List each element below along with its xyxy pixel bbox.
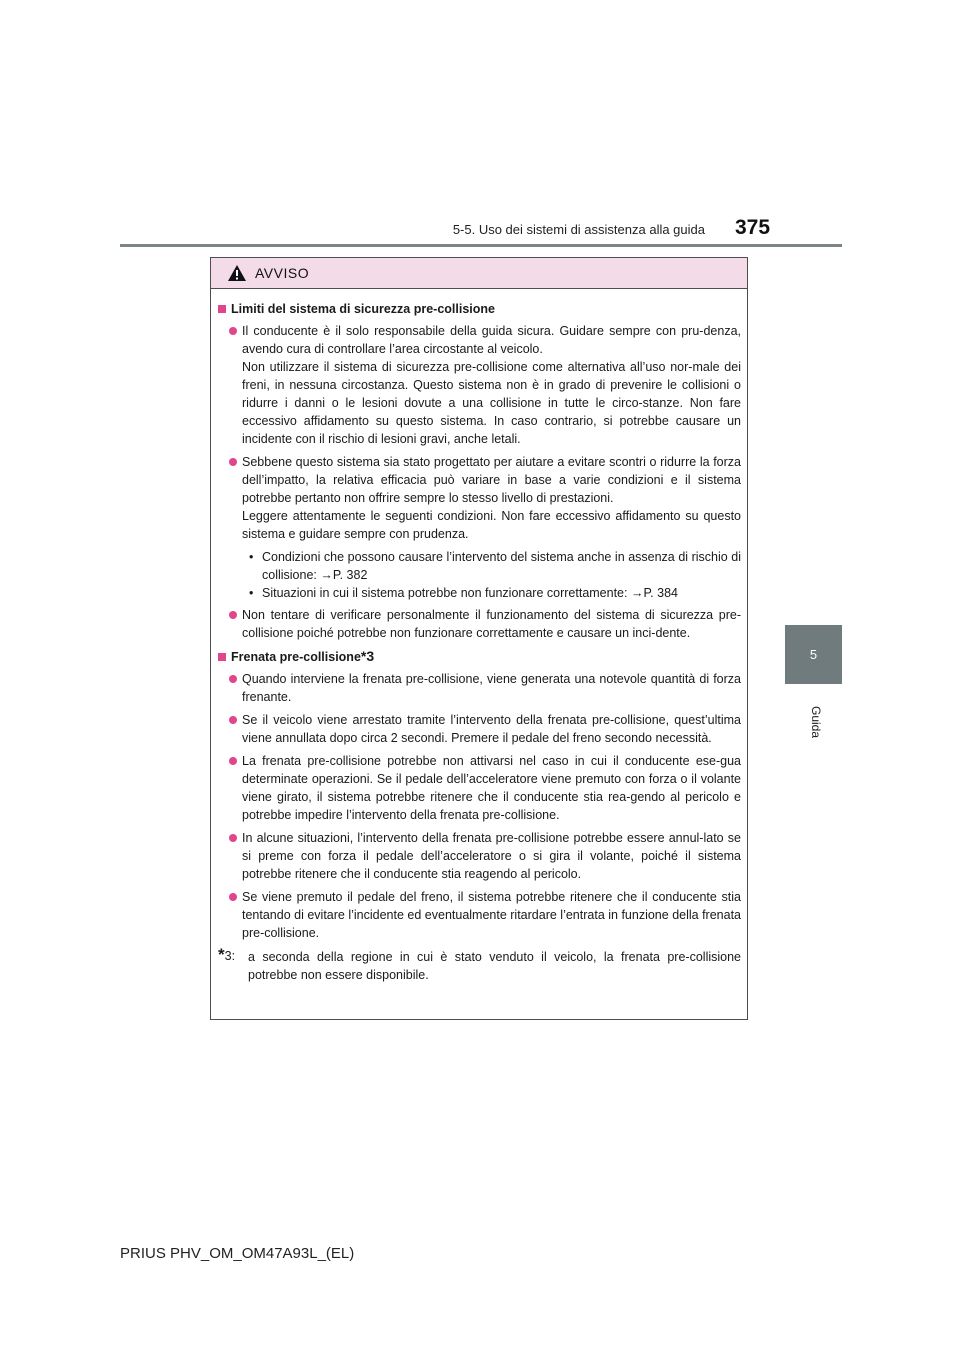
footnote-text: a seconda della regione in cui è stato venduto il veicolo, la frenata pre-collisione potrebbe non essere disponibile. [248,950,741,982]
sub-list-item [218,584,741,602]
list-item [218,670,741,706]
paragraph: Se viene premuto il pedale del freno, il sistema potrebbe ritenere che il conducente stia tentando di evitare l’incidente ed eventualmente ritardare l’entrata in funzione della frenata pre-collisione. [242,890,741,940]
cross-reference[interactable]: Condizioni che possono causare l’intervento del sistema anche in assenza di rischio di collisione: →P. 382 [262,550,741,582]
paragraph: Il conducente è il solo responsabile della guida sicura. Guidare sempre con pru-denza, avendo cura di controllare l’area circostante al veicolo. [242,324,741,356]
footnote-label [218,946,235,965]
paragraph: Non utilizzare il sistema di sicurezza pre-collisione come alternativa all’uso nor-male dei freni, in nessuna circostanza. Questo sistema non è in grado di prevenire le collisioni o ridurre i danni o le lesioni dovute a una collisione in tutte le circo-stanze. Non fare eccessivo affidamento su questo sistema. In caso contrario, si potrebbe causare un incidente con il rischio di lesioni gravi, anche letali. [242,360,741,446]
header-divider [120,244,842,247]
round-bullet-icon [229,458,237,466]
round-bullet-icon [229,327,237,335]
footnote-mark: *3 [360,648,375,664]
chapter-number: 5 [809,647,818,662]
warning-header [211,258,747,289]
round-bullet-icon [229,834,237,842]
round-bullet-icon [229,611,237,619]
list-item [218,453,741,543]
paragraph: Quando interviene la frenata pre-collisione, viene generata una notevole quantità di forza frenante. [242,672,741,704]
list-item [218,888,741,942]
paragraph: Se il veicolo viene arrestato tramite l’intervento della frenata pre-collisione, quest’ultima viene annullata dopo circa 2 secondi. Premere il pedale del freno secondo necessità. [242,713,741,745]
warning-triangle-icon [227,264,247,282]
chapter-label: Guida [809,705,823,739]
round-bullet-icon [229,716,237,724]
paragraph: In alcune situazioni, l’intervento della frenata pre-collisione potrebbe essere annul-lato se si preme con forza il pedale dell’acceleratore o si gira il volante, poiché il sistema potrebbe ritenere che il conducente stia reagendo al pericolo. [242,831,741,881]
chapter-tab[interactable] [785,625,842,684]
sub-bullet-mark: • [249,586,254,600]
square-bullet-icon [218,653,226,661]
footnote [218,945,741,984]
footnote-star: * [218,945,225,964]
list-item [218,322,741,448]
warning-box [210,257,748,1020]
paragraph: La frenata pre-collisione potrebbe non attivarsi nel caso in cui il conducente ese-gua determinate operazioni. Se il pedale dell’acceleratore viene premuto con forza o il volante viene girato, il sistema potrebbe ritenere che il conducente stia rea-gendo al pericolo e potrebbe impedire l’intervento della frenata pre-collisione. [242,754,741,822]
section-heading [218,300,741,318]
section-title: 5-5. Uso dei sistemi di assistenza alla guida [452,222,705,237]
warning-title: AVVISO [255,265,310,281]
cross-reference[interactable]: Situazioni in cui il sistema potrebbe non funzionare correttamente: →P. 384 [262,586,678,600]
section-heading-text: Frenata pre-collisione [231,650,361,664]
page-number: 375 [735,216,771,239]
list-item [218,752,741,824]
section-heading-text: Limiti del sistema di sicurezza pre-collisione [231,302,495,316]
paragraph: Non tentare di verificare personalmente il funzionamento del sistema di sicurezza pre-collisione poiché potrebbe non funzionare correttamente e causare un inci-dente. [242,608,741,640]
round-bullet-icon [229,675,237,683]
footnote-number: 3: [224,949,236,963]
round-bullet-icon [229,757,237,765]
paragraph: Leggere attentamente le seguenti condizioni. Non fare eccessivo affidamento su questo sistema e guidare sempre con prudenza. [242,509,741,541]
paragraph: Sebbene questo sistema sia stato progettato per aiutare a evitare scontri o ridurre la forza dell’impatto, la relativa efficacia può variare in base a varie condizioni e il sistema potrebbe pertanto non offrire sempre lo stesso livello di prestazioni. [242,455,741,505]
round-bullet-icon [229,893,237,901]
list-item [218,711,741,747]
sub-list-item [218,548,741,584]
sub-bullet-mark: • [249,550,254,564]
square-bullet-icon [218,305,226,313]
list-item [218,829,741,883]
document-code: PRIUS PHV_OM_OM47A93L_(EL) [120,1245,355,1262]
list-item [218,606,741,642]
warning-body [211,289,747,984]
section-heading [218,647,741,666]
